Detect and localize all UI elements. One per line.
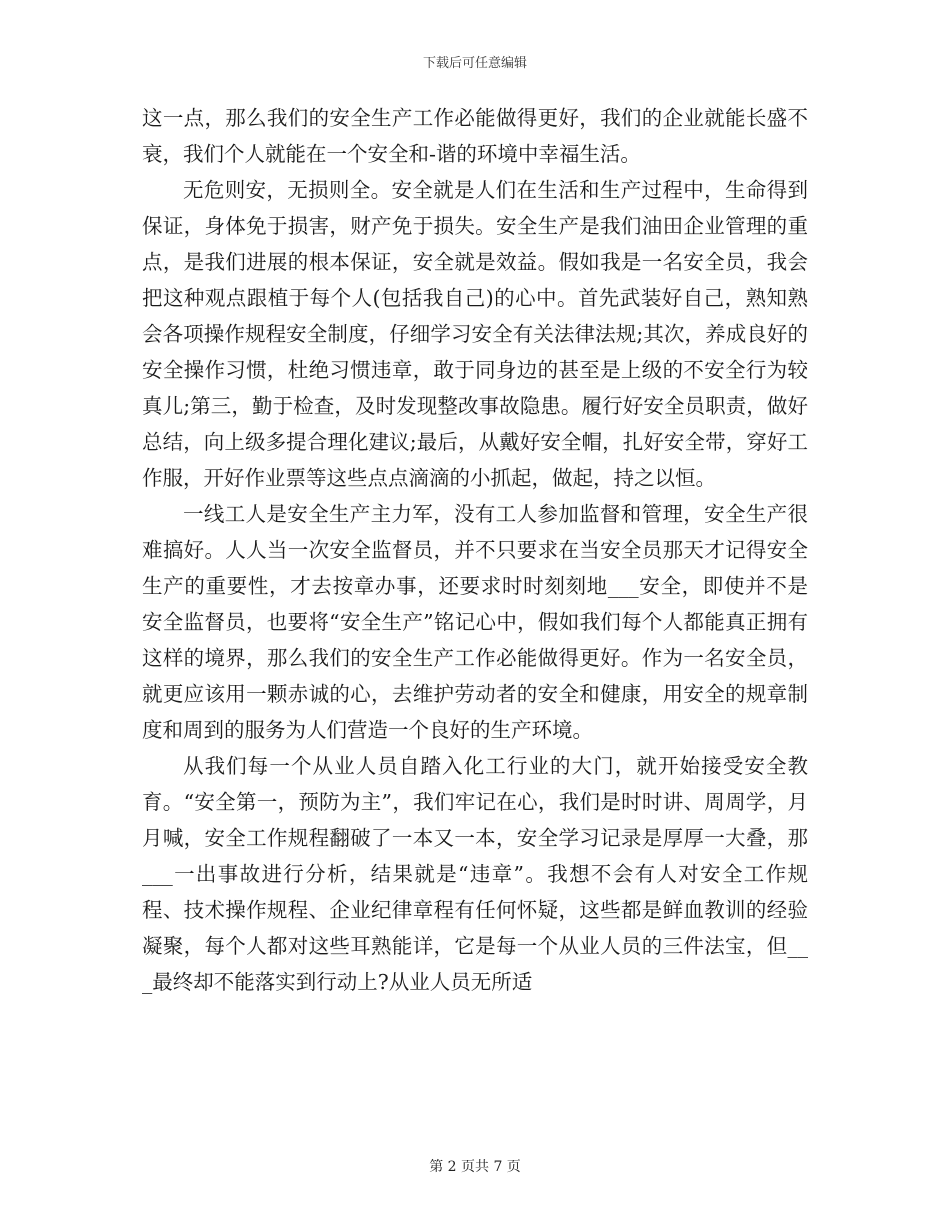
- paragraph-1: 这一点，那么我们的安全生产工作必能做得更好，我们的企业就能长盛不衰，我们个人就能在一个安全和-谐的环境中幸福生活。: [142, 106, 808, 166]
- paragraph-3: 一线工人是安全生产主力军，没有工人参加监督和管理，安全生产很难搞好。人人当一次安全监督员，并不只要求在当安全员那天才记得安全生产的重要性，才去按章办事，还要求时时刻刻地___安全，即使并不是安全监督员，也要将“安全生产”铭记心中，假如我们每个人都能真正拥有这样的境界，那么我们的安全生产工作必能做得更好。作为一名安全员，就更应该用一颗赤诚的心，去维护劳动者的安全和健康，用安全的规章制度和周到的服务为人们营造一个良好的生产环境。: [142, 502, 808, 742]
- body-text: [142, 100, 808, 1000]
- page-number-footer: 第 2 页共 7 页: [429, 1159, 521, 1175]
- page-header: 下载后可任意编辑: [422, 56, 527, 71]
- paragraph-2: 无危则安，无损则全。安全就是人们在生活和生产过程中，生命得到保证，身体免于损害，财产免于损失。安全生产是我们油田企业管理的重点，是我们进展的根本保证，安全就是效益。假如我是一名安全员，我会把这种观点跟植于每个人(包括我自己)的心中。首先武装好自己，熟知熟会各项操作规程安全制度，仔细学习安全有关法律法规;其次，养成良好的安全操作习惯，杜绝习惯违章，敢于同身边的甚至是上级的不安全行为较真儿;第三，勤于检查，及时发现整改事故隐患。履行好安全员职责，做好总结，向上级多提合理化建议;最后，从戴好安全帽，扎好安全带，穿好工作服，开好作业票等这些点点滴滴的小抓起，做起，持之以恒。: [142, 178, 808, 490]
- paragraph-4: 从我们每一个从业人员自踏入化工行业的大门，就开始接受安全教育。“安全第一，预防为主”，我们牢记在心，我们是时时讲、周周学，月月喊，安全工作规程翻破了一本又一本，安全学习记录是厚厚一大叠，那___一出事故进行分析，结果就是“违章”。我想不会有人对安全工作规程、技术操作规程、企业纪律章程有任何怀疑，这些都是鲜血教训的经验凝聚，每个人都对这些耳熟能详，它是每一个从业人员的三件法宝，但___最终却不能落实到行动上?从业人员无所适: [142, 754, 808, 994]
